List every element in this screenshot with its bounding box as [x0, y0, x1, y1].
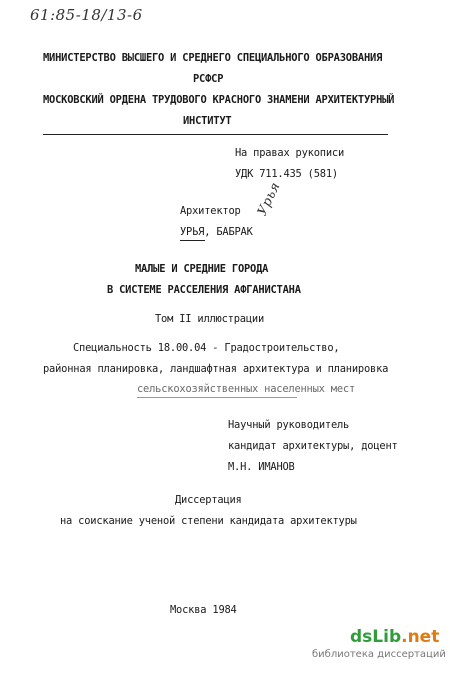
volume-label: Том II иллюстрации [155, 313, 265, 325]
title-line-2: В СИСТЕМЕ РАССЕЛЕНИЯ АФГАНИСТАНА [107, 284, 301, 296]
watermark-logo [350, 627, 439, 647]
ministry-line-2: РСФСР [193, 73, 224, 85]
author-signature: Урья [255, 179, 284, 219]
specialty-line-3: сельскохозяйственных населенных мест [137, 383, 356, 395]
specialty-line-2: районная планировка, ландшафтная архитектура и планировка [43, 363, 389, 375]
author-role: Архитектор [180, 205, 241, 217]
supervisor-name: М.Н. ИМАНОВ [228, 461, 295, 473]
watermark-logo-part-1: dsLib [350, 627, 402, 647]
handwritten-catalog-code: 61:85-18/13-6 [30, 6, 143, 24]
specialty-underline [137, 397, 297, 398]
ministry-line-1: МИНИСТЕРСТВО ВЫСШЕГО И СРЕДНЕГО СПЕЦИАЛЬНОГО ОБРАЗОВАНИЯ [43, 52, 383, 64]
manuscript-rights: На правах рукописи [235, 147, 345, 159]
ministry-line-3: МОСКОВСКИЙ ОРДЕНА ТРУДОВОГО КРАСНОГО ЗНАМЕНИ АРХИТЕКТУРНЫЙ [43, 94, 395, 106]
author-name-underline [180, 240, 205, 241]
watermark-subtitle: библиотека диссертаций [312, 649, 446, 660]
specialty-line-1: Специальность 18.00.04 - Градостроительство, [73, 342, 340, 354]
supervisor-title: Научный руководитель [228, 419, 350, 431]
udc-code: УДК 711.435 (581) [235, 168, 338, 180]
supervisor-degree: кандидат архитектуры, доцент [228, 440, 398, 452]
title-line-1: МАЛЫЕ И СРЕДНИЕ ГОРОДА [135, 263, 269, 275]
author-name: УРЬЯ, БАБРАК [180, 226, 253, 238]
header-divider [43, 134, 388, 135]
dissertation-label: Диссертация [175, 494, 242, 506]
ministry-line-4: ИНСТИТУТ [183, 115, 232, 127]
place-year: Москва 1984 [170, 604, 237, 616]
dissertation-degree: на соискание ученой степени кандидата архитектуры [60, 515, 357, 527]
watermark-logo-part-2: .net [401, 627, 440, 647]
